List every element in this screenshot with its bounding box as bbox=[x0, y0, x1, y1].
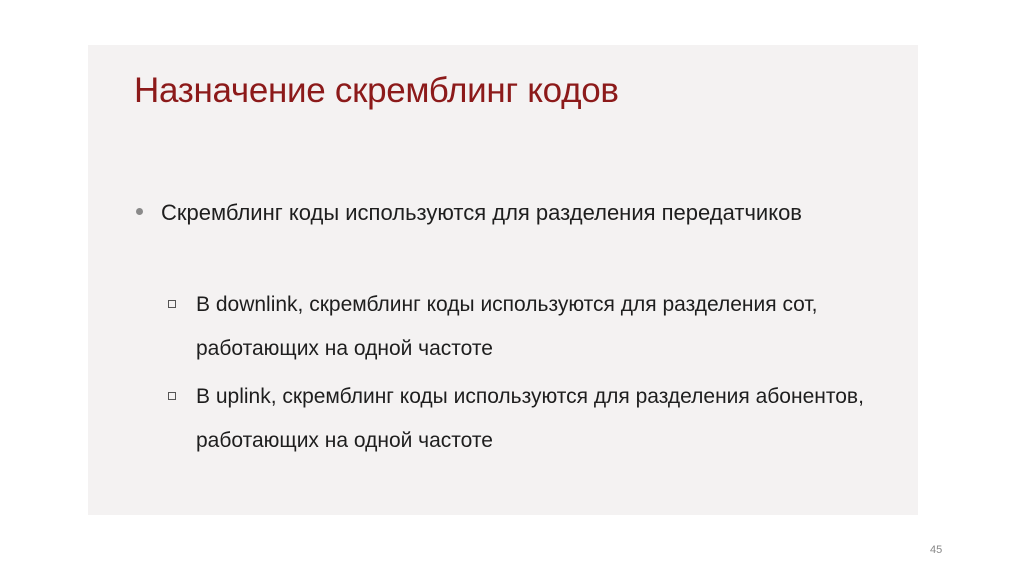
square-bullet-icon bbox=[168, 300, 176, 308]
slide-title: Назначение скремблинг кодов bbox=[134, 71, 619, 110]
sub-bullet-text: В downlink, скремблинг коды используются для разделения сот, работающих на одной частоте bbox=[196, 293, 818, 360]
page-number: 45 bbox=[930, 544, 943, 556]
slide bbox=[88, 45, 918, 515]
bullet-dot-icon bbox=[136, 208, 143, 215]
bullet-text: Скремблинг коды используются для разделения передатчиков bbox=[161, 200, 802, 225]
square-bullet-icon bbox=[168, 392, 176, 400]
sub-bullet-item bbox=[168, 283, 888, 371]
sub-bullet-item bbox=[168, 375, 888, 463]
sub-bullet-text: В uplink, скремблинг коды используются для разделения абонентов, работающих на одной частоте bbox=[196, 385, 864, 452]
bullet-item bbox=[136, 191, 876, 235]
